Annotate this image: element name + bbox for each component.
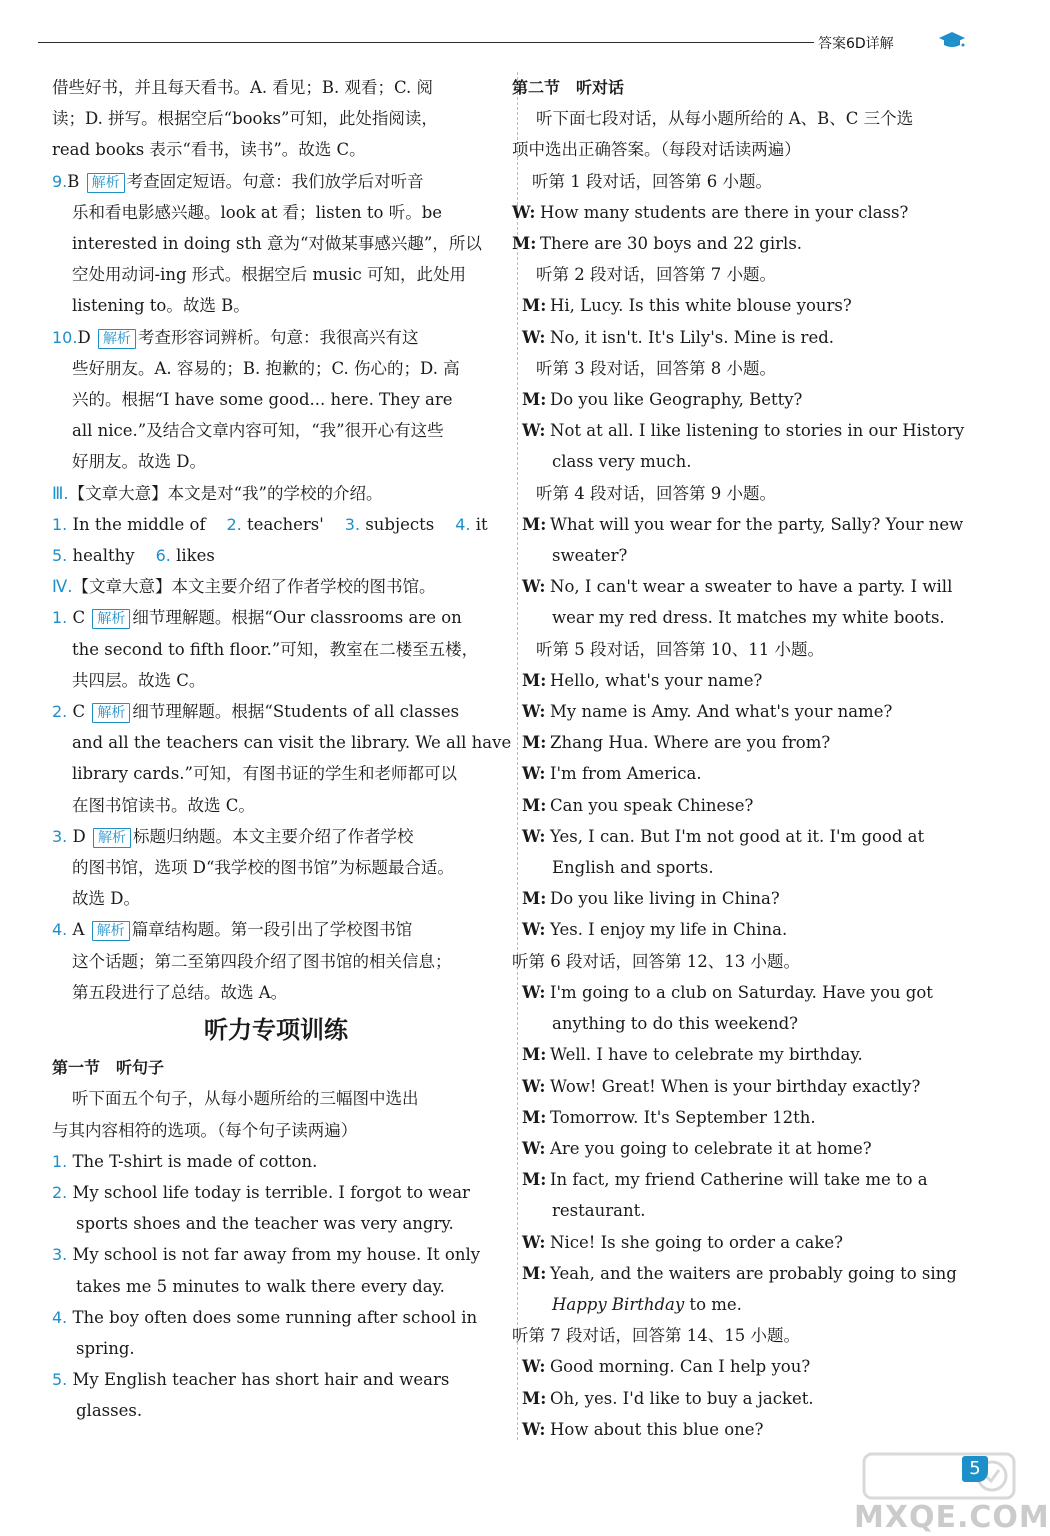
sentence-item [52, 1177, 500, 1208]
answer-letter: A [72, 920, 85, 940]
text-line: listening to。故选 B。 [72, 296, 250, 316]
text-line: 好朋友。故选 D。 [72, 452, 206, 472]
answer-letter: C [72, 608, 86, 628]
utterance: I'm from America. [550, 764, 702, 784]
utterance-tail: to me. [684, 1294, 742, 1314]
analysis-tag: 解析 [87, 173, 125, 193]
sentence-item [52, 1239, 500, 1270]
utterance: Hi, Lucy. Is this white blouse yours? [550, 296, 852, 316]
sentence-text: My school life today is terrible. I forgot to wear [72, 1182, 470, 1202]
fill-answer: In the middle of [72, 514, 206, 534]
question-number: 1. [52, 608, 68, 628]
text-line: 这个话题；第二至第四段介绍了图书馆的相关信息； [72, 951, 452, 971]
question-number: 4. [52, 920, 68, 940]
utterance: Yeah, and the waiters are probably going to sing [550, 1263, 957, 1283]
dialogue-line [512, 1164, 982, 1195]
dialogue-line [512, 790, 982, 821]
answer-iv-1 [52, 602, 500, 633]
question-number: 3. [344, 514, 361, 534]
song-title: Happy Birthday [552, 1294, 685, 1314]
sentence-text: sports shoes and the teacher was very angry. [76, 1214, 454, 1234]
section-1-title: 第一节 听句子 [52, 1058, 165, 1078]
utterance: Good morning. Can I help you? [550, 1357, 811, 1377]
sentence-item [52, 1146, 500, 1177]
utterance: Nice! Is she going to order a cake? [550, 1232, 843, 1252]
section-numeral: Ⅲ. [52, 483, 69, 503]
page-number: 5 [962, 1456, 988, 1482]
dialogue-line [512, 696, 982, 727]
text-line: 故选 D。 [72, 889, 140, 909]
question-number: 6. [155, 546, 171, 566]
text-line: interested in doing sth 意为“对做某事感兴趣”，所以 [72, 234, 482, 254]
dialogue-heading: 听第 7 段对话，回答第 14、15 小题。 [512, 1326, 800, 1346]
speaker: M: [522, 1045, 547, 1065]
sentence-text: The T-shirt is made of cotton. [72, 1151, 318, 1171]
speaker: M: [522, 296, 547, 316]
question-number: 1. [52, 514, 68, 534]
instructions-line: 听下面五个句子，从每小题所给的三幅图中选出 [72, 1089, 419, 1109]
question-number: 3. [52, 1245, 68, 1265]
speaker: M: [522, 1170, 547, 1190]
utterance: What will you wear for the party, Sally? Your new [550, 514, 964, 534]
question-number: 5. [52, 546, 68, 566]
speaker: W: [522, 421, 546, 441]
question-number: 2. [52, 1182, 68, 1202]
dialogue-line [512, 821, 982, 852]
fill-answer: healthy [72, 546, 135, 566]
speaker: M: [522, 795, 547, 815]
question-number: 9. [52, 171, 68, 191]
sentence-item [52, 1364, 500, 1395]
analysis-tag: 解析 [93, 828, 131, 848]
dialogue-heading: 听第 2 段对话，回答第 7 小题。 [536, 265, 776, 285]
answer-text: 标题归纳题。本文主要介绍了作者学校 [133, 826, 414, 846]
sentence-text: My English teacher has short hair and wears [72, 1370, 450, 1390]
section-numeral: Ⅳ. [52, 577, 73, 597]
answer-letter: D [72, 826, 86, 846]
text-line: 读；D. 拼写。根据空后“books”可知，此处指阅读， [52, 109, 438, 129]
utterance: Not at all. I like listening to stories in our History [550, 421, 965, 441]
text-line: and all the teachers can visit the library. We all have [72, 733, 512, 753]
sentence-text: glasses. [76, 1401, 143, 1421]
utterance: Do you like living in China? [550, 889, 780, 909]
answer-letter: C [72, 702, 86, 722]
speaker: W: [522, 702, 546, 722]
sentence-text: The boy often does some running after school in [72, 1307, 478, 1327]
utterance: sweater? [552, 546, 628, 566]
answer-iv-4 [52, 914, 500, 945]
dialogue-line [512, 509, 982, 540]
utterance: English and sports. [552, 858, 714, 878]
utterance: I'm going to a club on Saturday. Have you got [550, 982, 933, 1002]
utterance: No, I can't wear a sweater to have a party. I will [550, 577, 953, 597]
utterance: There are 30 boys and 22 girls. [540, 234, 803, 254]
dialogue-line [512, 1071, 982, 1102]
dialogue-line [512, 1102, 982, 1133]
answer-text: 考查固定短语。句意：我们放学后对听音 [126, 171, 424, 191]
header-label: 答案6D详解 [818, 36, 894, 52]
answer-9 [52, 166, 500, 197]
sentence-text: My school is not far away from my house. It only [72, 1245, 481, 1265]
section-2-title: 第二节 听对话 [512, 78, 625, 97]
utterance: restaurant. [552, 1201, 646, 1221]
speaker: W: [522, 1357, 546, 1377]
text-line: 在图书馆读书。故选 C。 [72, 795, 255, 815]
utterance: anything to do this weekend? [552, 1014, 799, 1034]
question-number: 4. [455, 514, 471, 534]
analysis-tag: 解析 [92, 921, 130, 941]
utterance: No, it isn't. It's Lily's. Mine is red. [550, 327, 835, 347]
dialogue-line [512, 290, 982, 321]
dialogue-line [512, 384, 982, 415]
speaker: W: [522, 577, 546, 597]
utterance: Yes. I enjoy my life in China. [550, 920, 788, 940]
utterance: Well. I have to celebrate my birthday. [550, 1045, 863, 1065]
text-line: 借些好书，并且每天看书。A. 看见；B. 观看；C. 阅 [52, 78, 434, 97]
dialogue-heading: 听第 4 段对话，回答第 9 小题。 [536, 483, 776, 503]
speaker: M: [522, 1388, 547, 1408]
text-line: library cards.”可知，有图书证的学生和老师都可以 [72, 764, 457, 784]
right-column [512, 72, 982, 1445]
text-line: 些好朋友。A. 容易的；B. 抱歉的；C. 伤心的；D. 高 [72, 358, 460, 378]
dialogue-line [512, 1414, 982, 1445]
speaker: M: [522, 670, 547, 690]
dialogue-line [512, 415, 982, 446]
text-line: 第五段进行了总结。故选 A。 [72, 982, 288, 1002]
utterance: Tomorrow. It's September 12th. [550, 1107, 816, 1127]
graduation-cap-icon [938, 31, 966, 49]
question-number: 3. [52, 826, 68, 846]
analysis-tag: 解析 [92, 609, 130, 629]
utterance: Yes, I can. But I'm not good at it. I'm good at [550, 826, 925, 846]
dialogue-line [512, 977, 982, 1008]
fill-answers-row [52, 509, 500, 540]
question-number: 2. [52, 702, 68, 722]
utterance: My name is Amy. And what's your name? [550, 702, 893, 722]
fill-answer: likes [176, 546, 215, 566]
speaker: M: [522, 514, 547, 534]
utterance [512, 1289, 982, 1320]
text-line: 空处用动词-ing 形式。根据空后 music 可知，此处用 [72, 265, 467, 285]
instructions-line: 项中选出正确答案。（每段对话读两遍） [512, 140, 801, 160]
text-line: the second to fifth floor.”可知，教室在二楼至五楼， [72, 639, 479, 659]
left-column [52, 72, 512, 1427]
section-3-summary [52, 478, 500, 509]
dialogue-line [512, 1351, 982, 1382]
dialogue-heading: 听第 6 段对话，回答第 12、13 小题。 [512, 951, 800, 971]
text-line: read books 表示“看书，读书”。故选 C。 [52, 140, 366, 160]
utterance: Can you speak Chinese? [550, 795, 754, 815]
answer-text: 细节理解题。根据“Students of all classes [132, 702, 460, 722]
dialogue-line [512, 758, 982, 789]
dialogue-line [512, 571, 982, 602]
speaker: W: [522, 1419, 546, 1439]
dialogue-line [512, 322, 982, 353]
answer-10 [52, 322, 500, 353]
utterance: In fact, my friend Catherine will take me to a [550, 1170, 928, 1190]
text-line: all nice.”及结合文章内容可知，“我”很开心有这些 [72, 421, 444, 441]
speaker: W: [522, 1232, 546, 1252]
fill-answer: it [475, 514, 488, 534]
summary-text: 【文章大意】本文主要介绍了作者学校的图书馆。 [72, 577, 436, 597]
speaker: M: [522, 390, 547, 410]
speaker: W: [522, 764, 546, 784]
utterance: wear my red dress. It matches my white boots. [552, 608, 945, 628]
question-number: 4. [52, 1307, 68, 1327]
watermark-text: MXQE.COM [854, 1500, 1050, 1535]
speaker: W: [522, 327, 546, 347]
sentence-item [52, 1302, 500, 1333]
speaker: M: [522, 733, 547, 753]
instructions-line: 与其内容相符的选项。（每个句子读两遍） [52, 1120, 358, 1140]
answer-letter: D [77, 327, 91, 347]
dialogue-line [512, 914, 982, 945]
speaker: W: [522, 1076, 546, 1096]
speaker: W: [522, 1138, 546, 1158]
question-number: 1. [52, 1151, 68, 1171]
answer-iv-3 [52, 821, 500, 852]
listening-practice-title: 听力专项训练 [204, 1016, 348, 1045]
answer-text: 篇章结构题。第一段引出了学校图书馆 [131, 920, 413, 940]
instructions-line: 听下面七段对话，从每小题所给的 A、B、C 三个选 [536, 109, 914, 129]
speaker: W: [512, 202, 536, 222]
dialogue-line [512, 1383, 982, 1414]
answer-text: 考查形容词辨析。句意：我很高兴有这 [137, 327, 419, 347]
dialogue-line [512, 665, 982, 696]
speaker: M: [522, 1107, 547, 1127]
utterance: Wow! Great! When is your birthday exactly? [550, 1076, 921, 1096]
text-line: 的图书馆，选项 D“我学校的图书馆”为标题最合适。 [72, 858, 454, 878]
fill-answer: teachers' [247, 514, 324, 534]
speaker: W: [522, 826, 546, 846]
utterance: How about this blue one? [550, 1419, 764, 1439]
utterance: Oh, yes. I'd like to buy a jacket. [550, 1388, 814, 1408]
speaker: W: [522, 920, 546, 940]
dialogue-line [512, 1258, 982, 1289]
dialogue-heading: 听第 1 段对话，回答第 6 小题。 [532, 171, 772, 191]
answer-letter: B [67, 171, 80, 191]
utterance: class very much. [552, 452, 692, 472]
utterance: Zhang Hua. Where are you from? [550, 733, 831, 753]
utterance: Hello, what's your name? [550, 670, 763, 690]
dialogue-line [512, 883, 982, 914]
dialogue-heading: 听第 3 段对话，回答第 8 小题。 [536, 358, 776, 378]
dialogue-line [512, 727, 982, 758]
speaker: M: [512, 234, 537, 254]
dialogue-line [512, 1227, 982, 1258]
speaker: M: [522, 889, 547, 909]
question-number: 2. [226, 514, 242, 534]
question-number: 10. [52, 327, 78, 347]
text-line: 兴的。根据“I have some good... here. They are [72, 390, 453, 410]
speaker: M: [522, 1263, 547, 1283]
sentence-text: spring. [76, 1338, 135, 1358]
utterance: Are you going to celebrate it at home? [550, 1138, 872, 1158]
dialogue-line [512, 228, 982, 259]
speaker: W: [522, 982, 546, 1002]
dialogue-line [512, 1133, 982, 1164]
sentence-text: takes me 5 minutes to walk there every day. [76, 1276, 445, 1296]
dialogue-line [512, 1039, 982, 1070]
text-line: 乐和看电影感兴趣。look at 看；listen to 听。be [72, 202, 443, 222]
analysis-tag: 解析 [98, 329, 136, 349]
question-number: 5. [52, 1370, 68, 1390]
text-line: 共四层。故选 C。 [72, 670, 206, 690]
utterance: How many students are there in your class? [540, 202, 909, 222]
utterance: Do you like Geography, Betty? [550, 390, 803, 410]
summary-text: 【文章大意】本文是对“我”的学校的介绍。 [68, 483, 383, 503]
section-4-summary [52, 571, 500, 602]
analysis-tag: 解析 [92, 703, 130, 723]
header-rule [38, 42, 814, 43]
answer-text: 细节理解题。根据“Our classrooms are on [132, 608, 462, 628]
dialogue-heading: 听第 5 段对话，回答第 10、11 小题。 [536, 639, 824, 659]
fill-answers-row [52, 540, 500, 571]
dialogue-line [512, 197, 982, 228]
fill-answer: subjects [365, 514, 435, 534]
answer-iv-2 [52, 696, 500, 727]
